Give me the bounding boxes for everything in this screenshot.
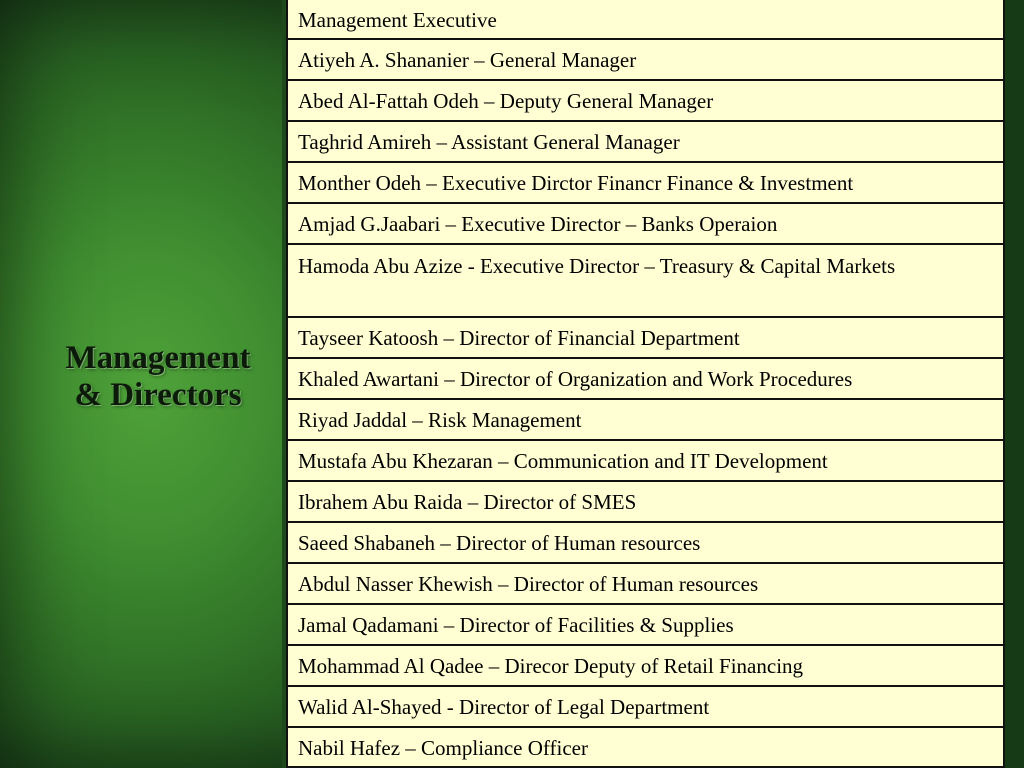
table-row: Tayseer Katoosh – Director of Financial Department bbox=[288, 318, 1003, 359]
table-row: Hamoda Abu Azize - Executive Director – Treasury & Capital Markets bbox=[288, 245, 1003, 318]
table-row: Jamal Qadamani – Director of Facilities & Supplies bbox=[288, 605, 1003, 646]
table-row: Amjad G.Jaabari – Executive Director – Banks Operaion bbox=[288, 204, 1003, 245]
table-row: Khaled Awartani – Director of Organization and Work Procedures bbox=[288, 359, 1003, 400]
table-row: Saeed Shabaneh – Director of Human resources bbox=[288, 523, 1003, 564]
table-row: Monther Odeh – Executive Dirctor Financr Finance & Investment bbox=[288, 163, 1003, 204]
table-row: Mohammad Al Qadee – Direcor Deputy of Retail Financing bbox=[288, 646, 1003, 687]
table-row: Abed Al-Fattah Odeh – Deputy General Manager bbox=[288, 81, 1003, 122]
table-row: Ibrahem Abu Raida – Director of SMES bbox=[288, 482, 1003, 523]
table-row: Walid Al-Shayed - Director of Legal Department bbox=[288, 687, 1003, 728]
table-row: Atiyeh A. Shananier – General Manager bbox=[288, 40, 1003, 81]
table-row: Mustafa Abu Khezaran – Communication and IT Development bbox=[288, 441, 1003, 482]
table-row: Taghrid Amireh – Assistant General Manager bbox=[288, 122, 1003, 163]
slide-title-line-2: & Directors bbox=[74, 376, 242, 413]
table-row: Abdul Nasser Khewish – Director of Human resources bbox=[288, 564, 1003, 605]
table-row: Nabil Hafez – Compliance Officer bbox=[288, 728, 1003, 766]
management-table bbox=[286, 0, 1005, 768]
slide-title bbox=[30, 340, 286, 414]
table-row: Management Executive bbox=[288, 0, 1003, 40]
slide-title-line-1: Management bbox=[65, 340, 251, 376]
table-row: Riyad Jaddal – Risk Management bbox=[288, 400, 1003, 441]
